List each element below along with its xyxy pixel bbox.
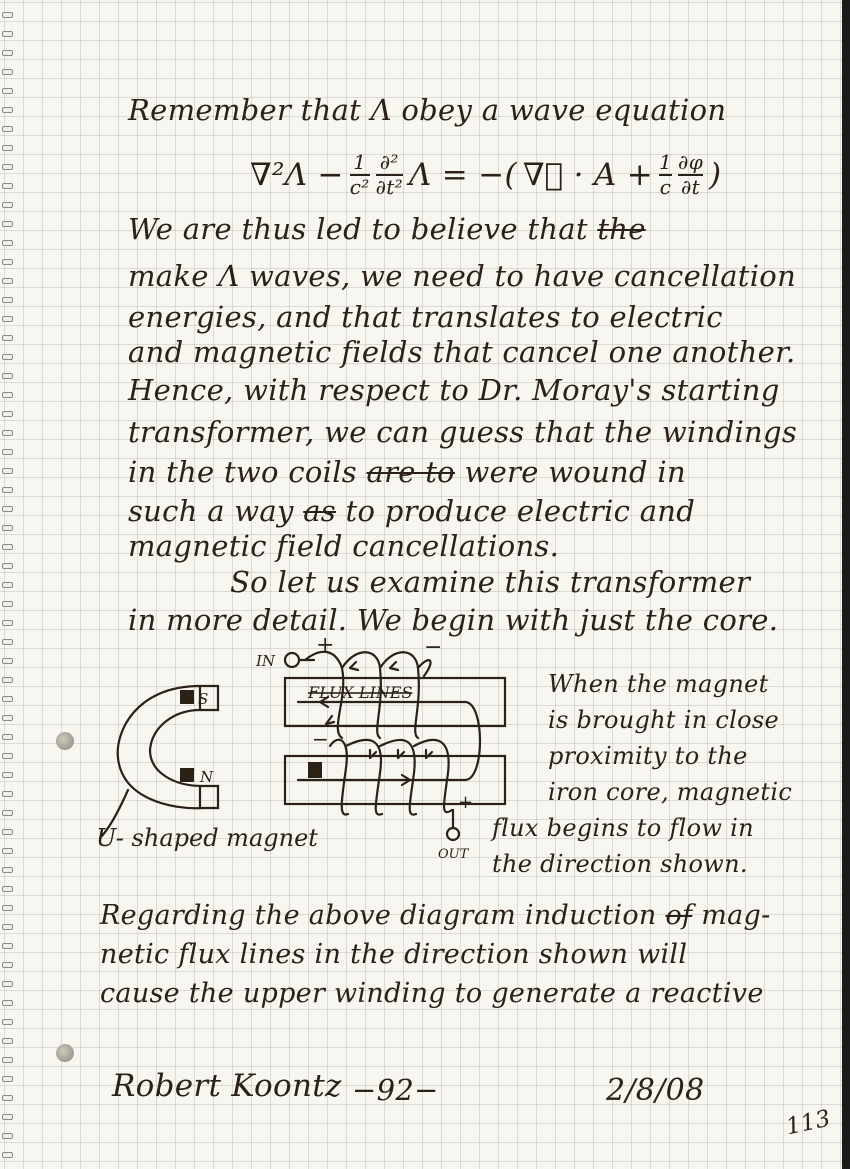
spiral-hole — [2, 12, 13, 18]
south-pole-label: S — [182, 690, 192, 706]
equation-part: ∇⃗ · A + — [522, 157, 654, 193]
text-line: magnetic field cancellations. — [128, 529, 560, 563]
spiral-hole — [2, 1076, 13, 1082]
text-run: Regarding the above diagram induction — [100, 900, 666, 931]
spiral-hole — [2, 772, 13, 778]
spiral-hole — [2, 791, 13, 797]
text-line: in more detail. We begin with just the core. — [128, 603, 779, 637]
spiral-hole — [2, 525, 13, 531]
denominator: c² — [349, 175, 370, 199]
spiral-hole — [2, 297, 13, 303]
note-line: the direction shown. — [492, 850, 748, 878]
in-label: IN — [256, 652, 276, 670]
spiral-hole — [2, 886, 13, 892]
text-line: Hence, with respect to Dr. Moray's starting — [128, 373, 780, 407]
note-line: proximity to the — [548, 742, 748, 770]
note-line: flux begins to flow in — [492, 814, 754, 842]
spiral-hole — [2, 202, 13, 208]
text-line: Remember that Λ obey a wave equation — [128, 93, 727, 127]
spiral-hole — [2, 582, 13, 588]
text-run: mag- — [692, 900, 771, 931]
spiral-hole — [2, 278, 13, 284]
spiral-hole — [2, 943, 13, 949]
minus-top: − — [424, 638, 443, 660]
spiral-hole — [2, 1133, 13, 1139]
fraction — [678, 152, 703, 198]
north-pole-label: N — [200, 768, 214, 786]
spiral-hole — [2, 240, 13, 246]
spiral-binding — [0, 0, 14, 1169]
spiral-hole — [2, 430, 13, 436]
text-line: and magnetic fields that cancel one another. — [128, 335, 796, 369]
plus-bottom: + — [458, 792, 474, 813]
spiral-hole — [2, 905, 13, 911]
signature: Robert Koontz — [112, 1068, 342, 1104]
text-run: such a way — [128, 494, 304, 528]
spiral-hole — [2, 677, 13, 683]
spiral-hole — [2, 563, 13, 569]
spiral-hole — [2, 962, 13, 968]
page-number: 113 — [783, 1105, 834, 1141]
text-run: We are thus led to believe that — [128, 212, 598, 246]
spiral-hole — [2, 867, 13, 873]
magnet-caption: U- shaped magnet — [96, 824, 318, 852]
text-line: cause the upper winding to generate a reactive — [100, 978, 764, 1009]
page-label: −92− — [352, 1073, 439, 1107]
spiral-hole — [2, 544, 13, 550]
spiral-hole — [2, 221, 13, 227]
spiral-hole — [2, 639, 13, 645]
minus-left: − — [312, 727, 329, 751]
text-line: transformer, we can guess that the windings — [128, 415, 798, 449]
spiral-hole — [2, 1019, 13, 1025]
transformer-diagram — [80, 638, 550, 868]
equation-part: ∇²Λ − — [250, 157, 344, 193]
south-pole-label: S — [198, 690, 209, 708]
struck-text: as — [303, 494, 336, 528]
spiral-hole — [2, 506, 13, 512]
spiral-hole — [2, 392, 13, 398]
spiral-hole — [2, 601, 13, 607]
flux-lines-label: FLUX LINES — [308, 683, 413, 702]
text-line — [100, 902, 771, 929]
fraction — [659, 152, 672, 198]
text-line — [128, 455, 686, 489]
text-line: energies, and that translates to electric — [128, 300, 723, 334]
struck-text: of — [665, 900, 693, 931]
spiral-hole — [2, 449, 13, 455]
spiral-hole — [2, 1057, 13, 1063]
fraction — [376, 152, 403, 198]
text-line — [128, 212, 646, 246]
spiral-hole — [2, 468, 13, 474]
punch-hole — [56, 1044, 74, 1062]
text-run: to produce electric and — [336, 494, 696, 528]
spiral-hole — [2, 1038, 13, 1044]
spiral-hole — [2, 810, 13, 816]
text-line: So let us examine this transformer — [230, 565, 751, 599]
spiral-hole — [2, 658, 13, 664]
spiral-hole — [2, 373, 13, 379]
spiral-hole — [2, 829, 13, 835]
spiral-hole — [2, 1000, 13, 1006]
spiral-hole — [2, 753, 13, 759]
spiral-hole — [2, 69, 13, 75]
out-label: OUT — [438, 847, 469, 862]
spiral-hole — [2, 715, 13, 721]
denominator: c — [659, 175, 672, 199]
equation-part: Λ = −( — [408, 157, 517, 193]
text-line — [128, 494, 696, 528]
text-run: were wound in — [454, 455, 686, 489]
struck-text: the — [597, 212, 646, 246]
note-line: iron core, magnetic — [548, 778, 793, 806]
plus-top: + — [316, 638, 335, 658]
spiral-hole — [2, 259, 13, 265]
wave-equation — [250, 152, 721, 198]
spiral-hole — [2, 88, 13, 94]
spiral-hole — [2, 316, 13, 322]
text-line: make Λ waves, we need to have cancellation — [128, 259, 797, 293]
spiral-hole — [2, 183, 13, 189]
denominator: ∂t² — [375, 175, 403, 199]
spiral-hole — [2, 848, 13, 854]
page-edge — [842, 0, 850, 1169]
spiral-hole — [2, 981, 13, 987]
spiral-hole — [2, 487, 13, 493]
spiral-hole — [2, 335, 13, 341]
spiral-hole — [2, 354, 13, 360]
note-line: When the magnet — [548, 670, 769, 698]
spiral-hole — [2, 107, 13, 113]
numerator: 1 — [353, 150, 367, 174]
spiral-hole — [2, 31, 13, 37]
text-run: in the two coils — [128, 455, 367, 489]
note-line: is brought in close — [548, 706, 780, 734]
equation-part: ) — [709, 157, 722, 193]
date: 2/8/08 — [606, 1073, 705, 1108]
numerator: 1 — [659, 150, 673, 174]
spiral-hole — [2, 411, 13, 417]
side-note — [492, 666, 793, 882]
denominator: ∂t — [681, 175, 701, 199]
spiral-hole — [2, 924, 13, 930]
spiral-hole — [2, 50, 13, 56]
struck-text: are to — [366, 455, 455, 489]
numerator: ∂² — [379, 150, 399, 174]
spiral-hole — [2, 126, 13, 132]
spiral-hole — [2, 734, 13, 740]
spiral-hole — [2, 145, 13, 151]
spiral-hole — [2, 1152, 13, 1158]
spiral-hole — [2, 1095, 13, 1101]
north-pole-label: N — [182, 768, 195, 784]
text-line: netic flux lines in the direction shown will — [100, 939, 688, 970]
spiral-hole — [2, 696, 13, 702]
punch-hole — [56, 732, 74, 750]
spiral-hole — [2, 164, 13, 170]
fraction — [350, 152, 370, 198]
numerator: ∂φ — [678, 150, 703, 174]
spiral-hole — [2, 620, 13, 626]
spiral-hole — [2, 1114, 13, 1120]
